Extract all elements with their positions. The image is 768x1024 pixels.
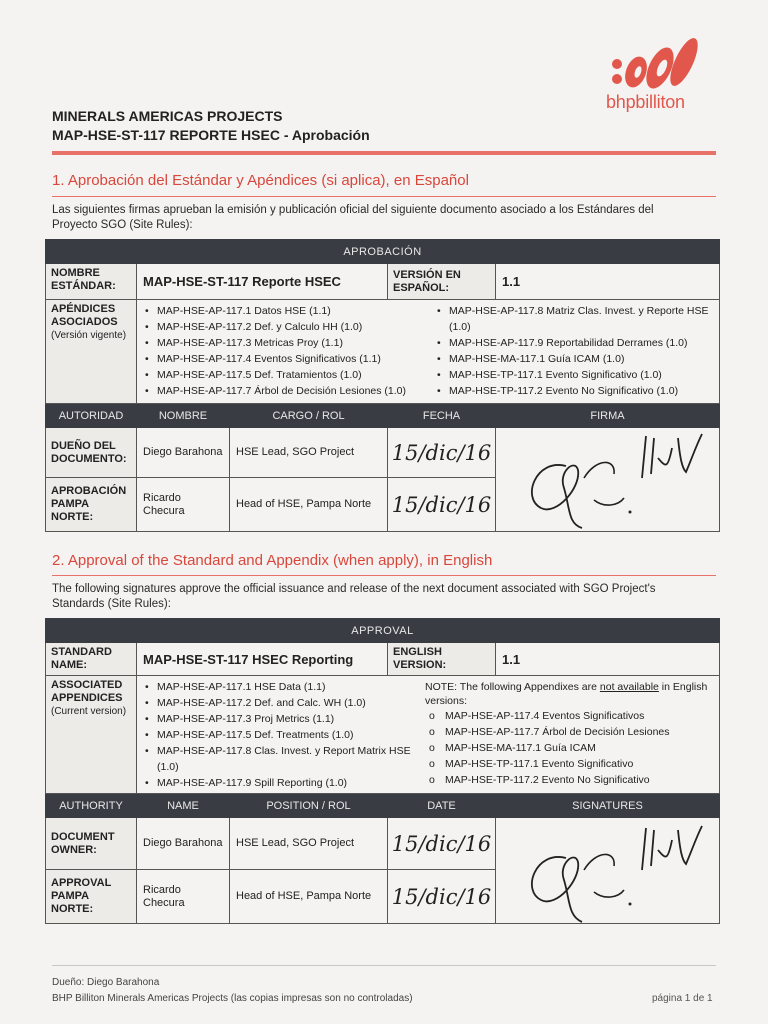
note-post: in English versions: xyxy=(425,681,708,707)
list-item: • MAP-HSE-AP-117.5 Def. Treatments (1.0) xyxy=(143,727,415,743)
authority-cell: DOCUMENT OWNER: xyxy=(46,818,137,870)
list-item: • MAP-HSE-AP-117.9 Spill Reporting (1.0) xyxy=(143,775,415,791)
footer-page-number: página 1 de 1 xyxy=(652,993,713,1004)
table-row xyxy=(46,818,720,870)
col-name: NAME xyxy=(137,794,230,818)
list-item: • MAP-HSE-MA-117.1 Guía ICAM (1.0) xyxy=(435,351,715,367)
version-label: VERSIÓN EN ESPAÑOL: xyxy=(388,264,496,300)
footer-owner: Dueño: Diego Barahona xyxy=(52,977,160,988)
list-item: • MAP-HSE-AP-117.2 Def. and Calc. WH (1.0) xyxy=(143,695,415,711)
approval-band: APROBACIÓN xyxy=(46,240,720,264)
list-item: • MAP-HSE-AP-117.8 Matriz Clas. Invest. y Reporte HSE (1.0) xyxy=(435,303,715,335)
appendix-list-left xyxy=(137,676,419,793)
spanish-approval-table xyxy=(45,239,720,532)
standard-name-label: STANDARD NAME: xyxy=(46,643,137,676)
header-divider xyxy=(52,151,716,155)
standard-name-value: MAP-HSE-ST-117 HSEC Reporting xyxy=(137,643,388,676)
name-cell: Ricardo Checura xyxy=(137,478,230,532)
list-item: o MAP-HSE-TP-117.1 Evento Significativo xyxy=(429,756,719,772)
col-date: FECHA xyxy=(388,404,496,428)
date-cell: 15/dic/16 xyxy=(388,428,496,478)
section-2-intro: The following signatures approve the official issuance and release of the next document associated with SGO Project's Standards (Site Rules): xyxy=(52,583,656,610)
section-1-intro: Las siguientes firmas aprueban la emisión y publicación oficial del siguiente documento asociado a los Estándares del Proyecto SGO (Site Rules): xyxy=(52,204,654,231)
note-text xyxy=(419,676,719,708)
list-item: • MAP-HSE-TP-117.1 Evento Significativo (1.0) xyxy=(435,367,715,383)
logo-wordmark: bhpbilliton xyxy=(606,92,685,112)
standard-name-value: MAP-HSE-ST-117 Reporte HSEC xyxy=(137,264,388,300)
note-list xyxy=(419,708,719,788)
appendix-label-text: APÉNDICES ASOCIADOS xyxy=(51,303,118,328)
appendix-list-right xyxy=(429,300,719,401)
list-item: o MAP-HSE-AP-117.7 Árbol de Decisión Lesiones xyxy=(429,724,719,740)
date-cell: 15/dic/16 xyxy=(388,870,496,924)
note-underlined: not available xyxy=(599,681,659,693)
col-name: NOMBRE xyxy=(137,404,230,428)
list-item: • MAP-HSE-AP-117.3 Metricas Proy (1.1) xyxy=(143,335,425,351)
col-date: DATE xyxy=(388,794,496,818)
col-role: POSITION / ROL xyxy=(230,794,388,818)
standard-name-label: NOMBRE ESTÁNDAR: xyxy=(46,264,137,300)
col-signature: FIRMA xyxy=(496,404,720,428)
role-cell: Head of HSE, Pampa Norte xyxy=(230,478,388,532)
handwritten-signature xyxy=(496,428,720,532)
col-authority: AUTHORITY xyxy=(46,794,137,818)
authority-cell: DUEÑO DEL DOCUMENTO: xyxy=(46,428,137,478)
list-item: • MAP-HSE-AP-117.5 Def. Tratamientos (1.0) xyxy=(143,367,425,383)
list-item: o MAP-HSE-TP-117.2 Evento No Significativo xyxy=(429,772,719,788)
role-cell: Head of HSE, Pampa Norte xyxy=(230,870,388,924)
list-item: o MAP-HSE-AP-117.4 Eventos Significativos xyxy=(429,708,719,724)
approval-band: APPROVAL xyxy=(46,619,720,643)
note-pre: NOTE: The following Appendixes are xyxy=(425,681,600,693)
appendix-list-cell xyxy=(137,676,720,794)
appendix-label-sub: (Current version) xyxy=(51,706,127,717)
section-2-divider xyxy=(52,575,716,576)
list-item: • MAP-HSE-AP-117.7 Árbol de Decisión Lesiones (1.0) xyxy=(143,383,425,399)
name-cell: Diego Barahona xyxy=(137,428,230,478)
signature-cell xyxy=(496,818,720,924)
list-item: • MAP-HSE-TP-117.2 Evento No Significativo (1.0) xyxy=(435,383,715,399)
footer-company: BHP Billiton Minerals Americas Projects (las copias impresas son no controladas) xyxy=(52,993,413,1004)
role-cell: HSE Lead, SGO Project xyxy=(230,818,388,870)
version-value: 1.1 xyxy=(496,264,720,300)
list-item: • MAP-HSE-AP-117.3 Proj Metrics (1.1) xyxy=(143,711,415,727)
section-1-title: 1. Aprobación del Estándar y Apéndices (si aplica), en Español xyxy=(52,172,469,189)
date-cell: 15/dic/16 xyxy=(388,818,496,870)
section-1-divider xyxy=(52,196,716,197)
appendix-label-text: ASSOCIATED APPENDICES xyxy=(51,679,123,704)
appendix-list-cell xyxy=(137,300,720,404)
role-cell: HSE Lead, SGO Project xyxy=(230,428,388,478)
authority-cell: APROBACIÓN PAMPA NORTE: xyxy=(46,478,137,532)
appendix-label xyxy=(46,676,137,794)
list-item: • MAP-HSE-AP-117.4 Eventos Significativos (1.1) xyxy=(143,351,425,367)
note-block xyxy=(419,676,719,793)
name-cell: Diego Barahona xyxy=(137,818,230,870)
col-authority: AUTORIDAD xyxy=(46,404,137,428)
header-line-2: MAP-HSE-ST-117 REPORTE HSEC - Aprobación xyxy=(52,127,370,143)
list-item: o MAP-HSE-MA-117.1 Guía ICAM xyxy=(429,740,719,756)
list-item: • MAP-HSE-AP-117.1 Datos HSE (1.1) xyxy=(143,303,425,319)
col-role: CARGO / ROL xyxy=(230,404,388,428)
list-item: • MAP-HSE-AP-117.8 Clas. Invest. y Report Matrix HSE (1.0) xyxy=(143,743,415,775)
footer-divider xyxy=(52,965,716,966)
appendix-label xyxy=(46,300,137,404)
signature-cell xyxy=(496,428,720,532)
section-2-title: 2. Approval of the Standard and Appendix (when apply), in English xyxy=(52,552,493,569)
english-approval-table xyxy=(45,618,720,924)
date-cell: 15/dic/16 xyxy=(388,478,496,532)
table-row xyxy=(46,428,720,478)
handwritten-signature xyxy=(496,818,720,926)
version-label: ENGLISH VERSION: xyxy=(388,643,496,676)
appendix-list-left xyxy=(137,300,429,401)
appendix-label-sub: (Versión vigente) xyxy=(51,330,127,341)
authority-cell: APPROVAL PAMPA NORTE: xyxy=(46,870,137,924)
header-line-1: MINERALS AMERICAS PROJECTS xyxy=(52,108,283,124)
version-value: 1.1 xyxy=(496,643,720,676)
name-cell: Ricardo Checura xyxy=(137,870,230,924)
list-item: • MAP-HSE-AP-117.2 Def. y Calculo HH (1.0) xyxy=(143,319,425,335)
list-item: • MAP-HSE-AP-117.9 Reportabilidad Derrames (1.0) xyxy=(435,335,715,351)
col-signature: SIGNATURES xyxy=(496,794,720,818)
list-item: • MAP-HSE-AP-117.1 HSE Data (1.1) xyxy=(143,679,415,695)
